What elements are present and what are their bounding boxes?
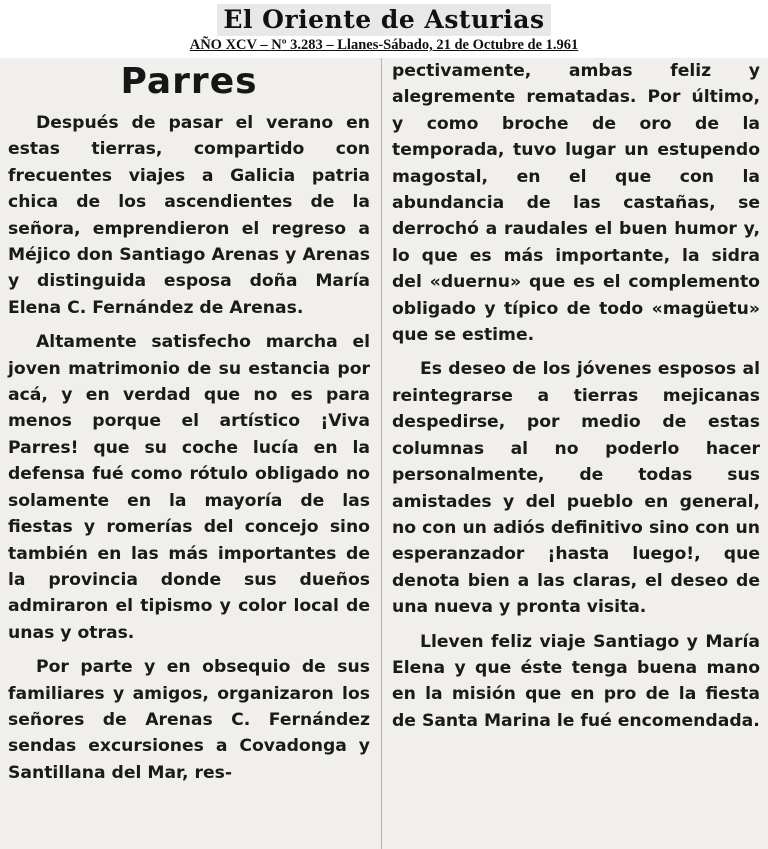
right-column xyxy=(392,58,760,742)
newspaper-clipping xyxy=(0,58,768,849)
column-divider xyxy=(381,58,382,849)
newspaper-title: El Oriente de Asturias xyxy=(217,4,550,36)
masthead xyxy=(0,0,768,58)
paragraph-1: Después de pasar el verano en estas tierras, compartido con frecuentes viajes a Galicia patria chica de los ascendientes de la señora, emprendieron el regreso a Méjico don Santiago Arenas y Arenas y distinguida esposa doña María Elena C. Fernández de Arenas. xyxy=(8,113,370,318)
issue-line: AÑO XCV – Nº 3.283 – Llanes-Sábado, 21 de Octubre de 1.961 xyxy=(189,37,579,53)
paragraph-5: Lleven feliz viaje Santiago y María Elena y que éste tenga buena mano en la misión que en pro de la fiesta de Santa Marina le fué encomendada. xyxy=(392,631,760,731)
paragraph-3-continued: pectivamente, ambas feliz y alegremente rematadas. Por último, y como broche de oro de la temporada, tuvo lugar un estupendo magostal, en el que con la abundancia de las castañas, se derrochó a raudales el buen humor y, lo que es más importante, la sidra del «duernu» que es el complemento obligado y típico de todo «magüetu» que se estime. xyxy=(392,61,760,346)
left-column xyxy=(8,58,370,794)
article-title: Parres xyxy=(120,61,258,102)
paragraph-4: Es deseo de los jóvenes esposos al reintegrarse a tierras mejicanas despedirse, por medio de estas columnas al no poderlo hacer personalmente, de todas sus amistades y del pueblo en general, no con un adiós definitivo sino con un esperanzador ¡hasta luego!, que denota bien a las claras, el deseo de una nueva y pronta visita. xyxy=(392,359,760,618)
paragraph-3: Por parte y en obsequio de sus familiares y amigos, organizaron los señores de Arenas C. Fernández sendas excursiones a Covadonga y Santillana del Mar, res- xyxy=(8,657,370,783)
paragraph-2: Altamente satisfecho marcha el joven matrimonio de su estancia por acá, y en verdad que no es para menos porque el artístico ¡Viva Parres! que su coche lucía en la defensa fué como rótulo obligado no solamente en la mayoría de las fiestas y romerías del concejo sino también en las más importantes de la provincia donde sus dueños admiraron el tipismo y color local de unas y otras. xyxy=(8,332,370,643)
